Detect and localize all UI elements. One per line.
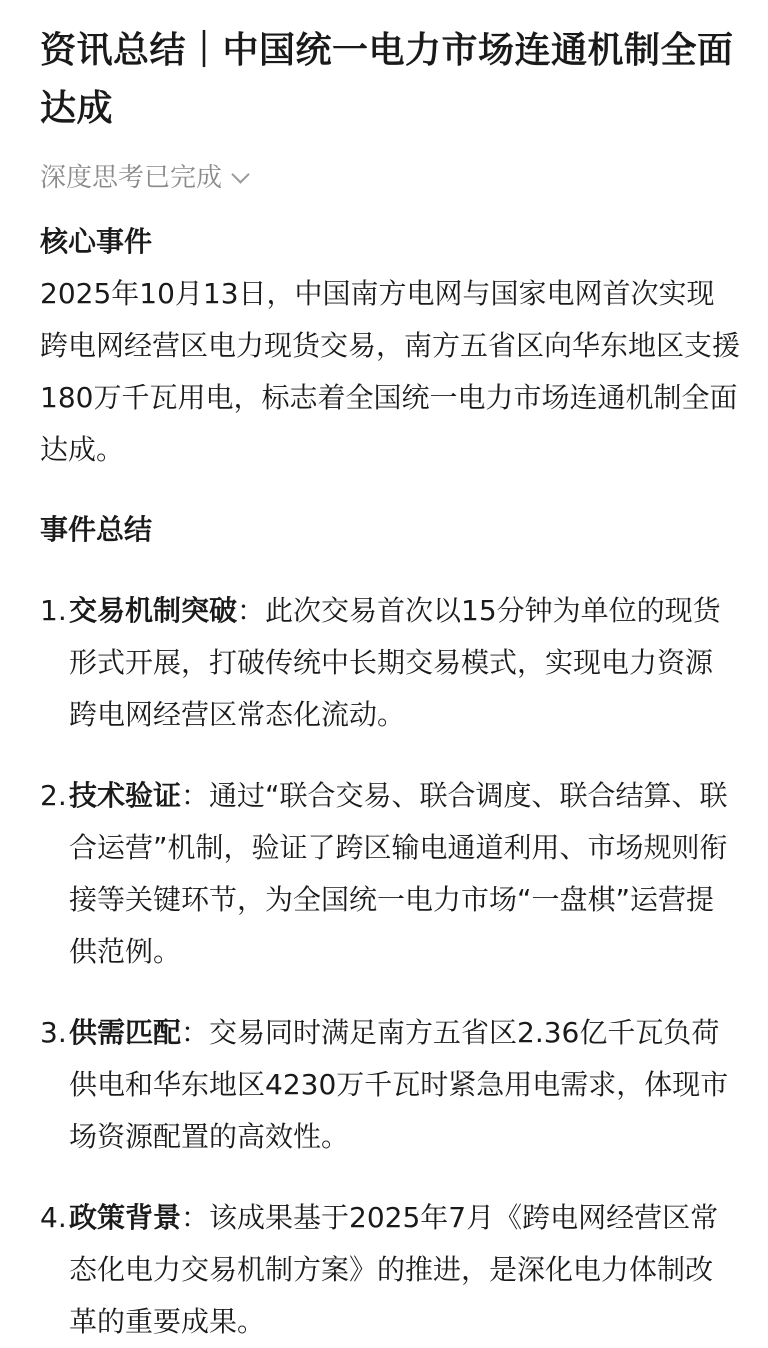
event-summary-heading: 事件总结 <box>40 513 153 546</box>
list-item-label: 技术验证 <box>69 779 182 812</box>
list-item-number: 3. <box>40 1016 67 1049</box>
summary-list <box>40 585 740 1348</box>
core-event-paragraph: 2025年10月13日，中国南方电网与国家电网首次实现跨电网经营区电力现货交易，南方五省区向华东地区支援180万千瓦用电，标志着全国统一电力市场连通机制全面达成。 <box>40 277 741 466</box>
list-item-number: 4. <box>40 1201 67 1234</box>
list-item <box>40 585 740 741</box>
chevron-down-icon <box>231 165 249 183</box>
list-item-label: 政策背景 <box>69 1201 182 1234</box>
thinking-status-label: 深度思考已完成 <box>40 163 223 193</box>
list-item-number: 2. <box>40 779 67 812</box>
list-item <box>40 1007 740 1163</box>
list-item-label: 交易机制突破 <box>69 594 238 627</box>
article-content <box>40 22 740 1348</box>
list-item-number: 1. <box>40 594 67 627</box>
list-item-text: ：交易同时满足南方五省区2.36亿千瓦负荷供电和华东地区4230万千瓦时紧急用电需求，体现市场资源配置的高效性。 <box>69 1016 729 1153</box>
list-item-text: ：通过“联合交易、联合调度、联合结算、联合运营”机制，验证了跨区输电通道利用、市场规则衔接等关键环节，为全国统一电力市场“一盘棋”运营提供范例。 <box>69 779 728 968</box>
thinking-toggle[interactable] <box>40 158 740 198</box>
list-item-label: 供需匹配 <box>69 1016 182 1049</box>
core-event-heading: 核心事件 <box>40 225 153 258</box>
list-item-text: ：该成果基于2025年7月《跨电网经营区常态化电力交易机制方案》的推进，是深化电力体制改革的重要成果。 <box>69 1201 719 1338</box>
list-item <box>40 770 740 978</box>
article-title: 资讯总结｜中国统一电力市场连通机制全面达成 <box>40 30 734 129</box>
list-item-text: ：此次交易首次以15分钟为单位的现货形式开展，打破传统中长期交易模式，实现电力资源跨电网经营区常态化流动。 <box>69 594 721 731</box>
list-item <box>40 1192 740 1348</box>
